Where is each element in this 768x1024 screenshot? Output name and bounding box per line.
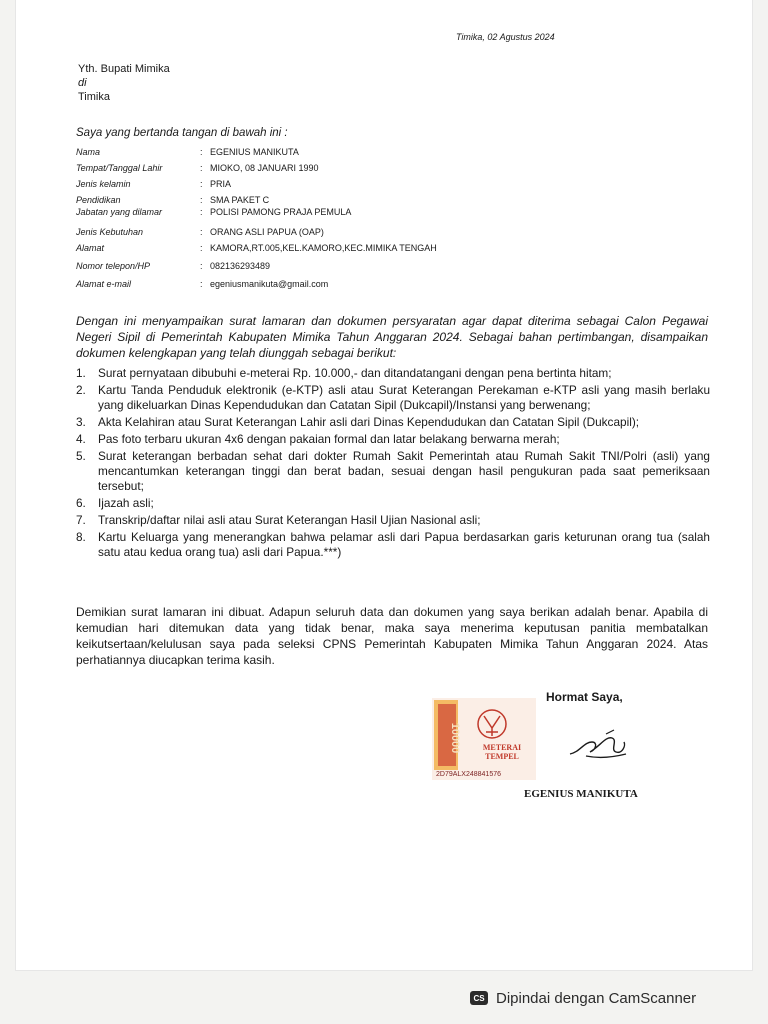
requirements-list: [76, 366, 710, 562]
field-separator: :: [200, 163, 203, 173]
recipient-line: Yth. Bupati Mimika: [78, 63, 170, 75]
field-ttl: [76, 163, 596, 179]
list-number: 5.: [76, 449, 86, 463]
field-label: Jabatan yang dilamar: [76, 207, 163, 217]
scanner-text: Dipindai dengan CamScanner: [496, 989, 697, 1007]
list-item: [76, 383, 710, 413]
recipient-line: di: [78, 77, 87, 89]
scanner-watermark: [470, 982, 768, 1014]
field-label: Nomor telepon/HP: [76, 261, 151, 271]
list-number: 8.: [76, 530, 86, 544]
field-value: egeniusmanikuta@gmail.com: [210, 279, 329, 289]
list-number: 1.: [76, 366, 86, 380]
recipient-address: [78, 62, 170, 104]
recipient-line: Timika: [78, 91, 110, 103]
field-separator: :: [200, 261, 203, 271]
list-text: Akta Kelahiran atau Surat Keterangan Lahir asli dari Dinas Kependudukan dan Catatan Sipil (Dukcapil);: [98, 415, 640, 429]
camscanner-logo-icon: CS: [470, 991, 488, 1005]
letter-date: Timika, 02 Agustus 2024: [456, 32, 555, 42]
field-separator: :: [200, 147, 203, 157]
list-item: [76, 513, 710, 528]
field-label: Pendidikan: [76, 195, 121, 205]
applicant-fields: [76, 147, 596, 295]
field-value: EGENIUS MANIKUTA: [210, 147, 299, 157]
field-value: MIOKO, 08 JANUARI 1990: [210, 163, 319, 173]
field-email: [76, 279, 596, 295]
field-label: Jenis Kebutuhan: [76, 227, 144, 237]
list-text: Kartu Keluarga yang menerangkan bahwa pelamar asli dari Papua berdasarkan garis keturunan orang tua (salah satu atau kedua orang tua) asli dari Papua.***): [98, 530, 710, 559]
list-number: 2.: [76, 383, 86, 397]
field-alamat: [76, 243, 596, 261]
stamp-amount: 10000: [449, 722, 461, 754]
meterai-stamp: [432, 698, 536, 785]
stamp-serial: 2D79ALX248841576: [436, 771, 502, 778]
field-label: Tempat/Tanggal Lahir: [76, 163, 163, 173]
list-text: Kartu Tanda Penduduk elektronik (e-KTP) asli atau Surat Keterangan Perekaman e-KTP asli yang masih berlaku yang dikeluarkan Dinas Kependudukan dan Catatan Sipil (Dukcapil)/Instansi yang berwenang;: [98, 383, 710, 412]
field-label: Nama: [76, 147, 101, 157]
field-telepon: [76, 261, 596, 279]
list-text: Surat keterangan berbadan sehat dari dokter Rumah Sakit Pemerintah atau Rumah Sakit TNI/Polri (asli) yang mencantumkan keterangan tinggi dan berat badan, sesuai dengan hasil pengukuran pada saat pemeriksaan tersebut;: [98, 449, 710, 493]
list-text: Transkrip/daftar nilai asli atau Surat Keterangan Hasil Ujian Nasional asli;: [98, 513, 481, 527]
field-jenis-kelamin: [76, 179, 596, 195]
field-separator: :: [200, 279, 203, 289]
field-separator: :: [200, 179, 203, 189]
list-text: Ijazah asli;: [98, 496, 154, 510]
list-text: Surat pernyataan dibubuhi e-meterai Rp. 10.000,- dan ditandatangani dengan pena bertinta hitam;: [98, 366, 612, 380]
signature: [566, 728, 630, 767]
field-value: PRIA: [210, 179, 232, 189]
field-value: SMA PAKET C: [210, 195, 270, 205]
list-item: [76, 496, 710, 511]
stamp-label-2: TEMPEL: [485, 752, 519, 761]
field-label: Jenis kelamin: [76, 179, 131, 189]
list-item: [76, 432, 710, 447]
field-jenis-kebutuhan: [76, 227, 596, 243]
field-value: ORANG ASLI PAPUA (OAP): [210, 227, 324, 237]
field-value: POLISI PAMONG PRAJA PEMULA: [210, 207, 352, 217]
list-number: 3.: [76, 415, 86, 429]
signatory-name: EGENIUS MANIKUTA: [524, 788, 638, 800]
field-separator: :: [200, 243, 203, 253]
intro-line: Saya yang bertanda tangan di bawah ini :: [76, 127, 288, 139]
list-number: 4.: [76, 432, 86, 446]
closing-salutation: Hormat Saya,: [546, 690, 623, 704]
list-item: [76, 449, 710, 494]
list-item: [76, 415, 710, 430]
field-separator: :: [200, 207, 203, 217]
signature-scribble: [566, 728, 630, 762]
field-value: KAMORA,RT.005,KEL.KAMORO,KEC.MIMIKA TENGAH: [210, 243, 437, 253]
list-number: 7.: [76, 513, 86, 527]
paragraph-opening: Dengan ini menyampaikan surat lamaran dan dokumen persyaratan agar dapat diterima sebagai Calon Pegawai Negeri Sipil di Pemerintah Kabupaten Mimika Tahun Anggaran 2024. Sebagai bahan pertimbangan, disampaikan dokumen kelengkapan yang telah diunggah sebagai berikut:: [76, 314, 708, 360]
field-jabatan: [76, 207, 596, 227]
field-label: Alamat e-mail: [76, 279, 132, 289]
field-value: 082136293489: [210, 261, 271, 271]
stamp-graphic: [432, 698, 536, 780]
list-item: [76, 530, 710, 560]
list-number: 6.: [76, 496, 86, 510]
field-pendidikan: [76, 195, 596, 207]
list-item: [76, 366, 710, 381]
stamp-label-1: METERAI: [482, 743, 522, 752]
field-separator: :: [200, 227, 203, 237]
field-separator: :: [200, 195, 203, 205]
field-label: Alamat: [76, 243, 105, 253]
field-nama: [76, 147, 596, 163]
list-text: Pas foto terbaru ukuran 4x6 dengan pakaian formal dan latar belakang berwarna merah;: [98, 432, 560, 446]
paragraph-closing: Demikian surat lamaran ini dibuat. Adapun seluruh data dan dokumen yang saya berikan adalah benar. Apabila di kemudian hari ditemukan data yang tidak benar, maka saya menerima keputusan panitia membatalkan keikutsertaan/kelulusan saya pada seleksi CPNS Pemerintah Kabupaten Mimika Tahun Anggaran 2024. Atas perhatiannya diucapkan terima kasih.: [76, 605, 708, 667]
